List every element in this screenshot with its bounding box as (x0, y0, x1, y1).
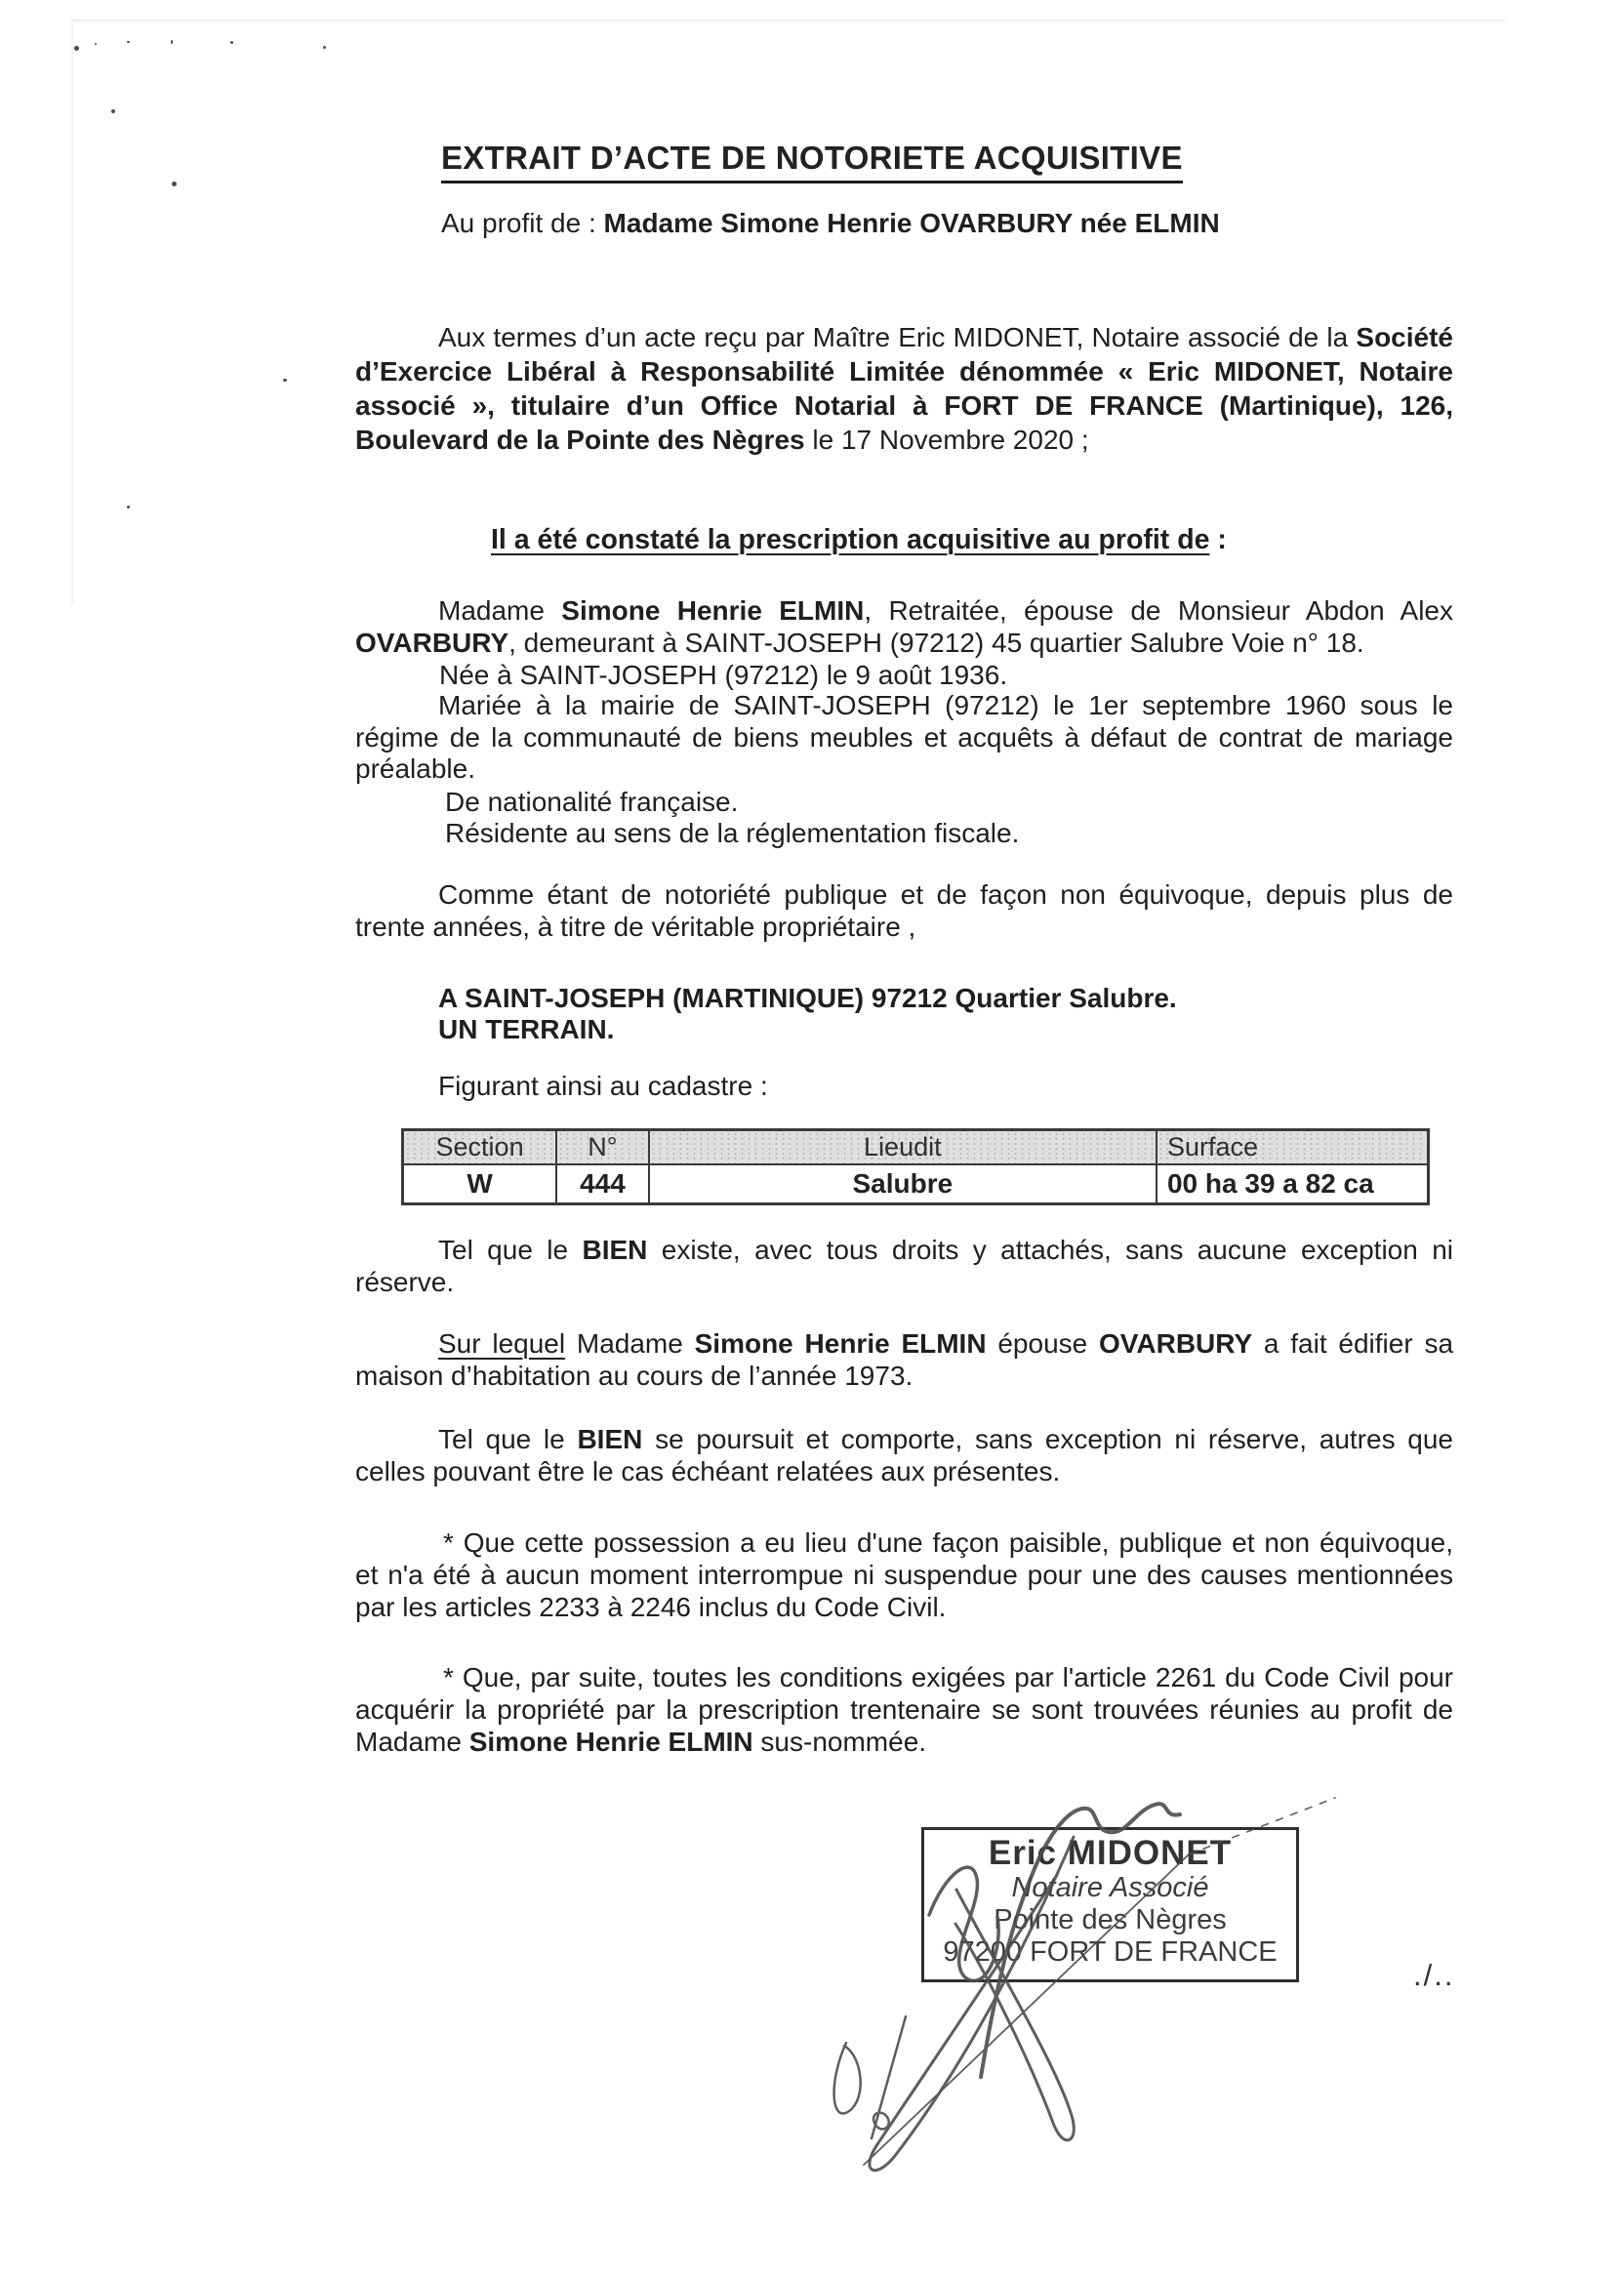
scan-speck (111, 109, 115, 113)
stamp-address-line1: Pointe des Nègres (994, 1904, 1227, 1935)
line-terrain-bold: UN TERRAIN. (438, 1014, 615, 1044)
notary-stamp (921, 1827, 1299, 1982)
paragraph-conditions: * Que, par suite, toutes les conditions exigées par l'article 2261 du Code Civil pour acquérir la propriété par la prescription trentenaire se sont trouvées réunies au profit de Madame Simone Henrie ELMIN sus-nommée. (355, 1662, 1453, 1757)
scan-speck (172, 182, 177, 186)
continuation-mark: ./.. (1413, 1958, 1455, 1992)
document-title: EXTRAIT D’ACTE DE NOTORIETE ACQUISITIVE (441, 140, 1183, 183)
heading-prescription: Il a été constaté la prescription acquisitive au profit de : (491, 524, 1227, 555)
scan-speck (171, 40, 173, 44)
cadastre-data-row (403, 1164, 1429, 1204)
scan-speck (127, 41, 130, 43)
scan-speck (283, 379, 287, 382)
line-location-bold: A SAINT-JOSEPH (MARTINIQUE) 97212 Quartier Salubre. (438, 983, 1177, 1013)
column-header-numero: N° (556, 1130, 649, 1165)
paragraph-possession: * Que cette possession a eu lieu d'une façon paisible, publique et non équivoque, et n'a été à aucun moment interrompue ni suspendue pour une des causes mentionnées par les articles 2233 à 2246 inclus du Code Civil. (355, 1527, 1453, 1622)
column-header-section: Section (403, 1130, 557, 1165)
scan-speck (95, 43, 97, 45)
stamp-address-line2: 97200 FORT DE FRANCE (943, 1936, 1278, 1968)
cell-surface: 00 ha 39 a 82 ca (1157, 1164, 1429, 1204)
stamp-notary-name: Eric MIDONET (988, 1834, 1233, 1872)
cadastre-table (401, 1128, 1430, 1205)
scan-speck (127, 506, 130, 509)
scan-speck (230, 41, 233, 44)
scan-speck (74, 46, 79, 51)
column-header-surface: Surface (1157, 1130, 1429, 1165)
scan-edge-artifact (70, 20, 1505, 21)
signature-initials-stroke (873, 2113, 889, 2130)
cell-numero: 444 (556, 1164, 649, 1204)
signature-initials-stroke (872, 2016, 906, 2138)
paragraph-notoriety: Comme étant de notoriété publique et de façon non équivoque, depuis plus de trente années, à titre de véritable propriétaire , (355, 879, 1453, 942)
cell-section: W (403, 1164, 557, 1204)
signature-initials-stroke (834, 2043, 861, 2113)
paragraph-bien-poursuit: Tel que le BIEN se poursuit et comporte, sans exception ni réserve, autres que celles pouvant être le cas échéant relatées aux présentes. (355, 1424, 1454, 1486)
paragraph-marriage: Mariée à la mairie de SAINT-JOSEPH (97212) le 1er septembre 1960 sous le régime de la communauté de biens meubles et acquêts à défaut de contrat de mariage préalable. (355, 690, 1453, 784)
line-residence: Résidente au sens de la réglementation fiscale. (445, 818, 1020, 848)
line-nationality: De nationalité française. (445, 787, 739, 817)
cell-lieudit: Salubre (649, 1164, 1157, 1204)
paragraph-bien-existe: Tel que le BIEN existe, avec tous droits y attachés, sans aucune exception ni réserve. (355, 1235, 1453, 1297)
column-header-lieudit: Lieudit (649, 1130, 1157, 1165)
cadastre-header-row (403, 1130, 1429, 1165)
beneficiary-line: Au profit de : Madame Simone Henrie OVARBURY née ELMIN (441, 208, 1220, 238)
stamp-notary-role: Notaire Associé (1011, 1872, 1209, 1903)
line-birth: Née à SAINT-JOSEPH (97212) le 9 août 1936. (439, 660, 1008, 690)
line-cadastre-intro: Figurant ainsi au cadastre : (438, 1071, 768, 1101)
scan-edge-artifact (71, 20, 73, 605)
paragraph-sur-lequel: Sur lequel Madame Simone Henrie ELMIN épouse OVARBURY a fait édifier sa maison d’habitation au cours de l’année 1973. (355, 1328, 1454, 1391)
paragraph-acte-recu: Aux termes d’un acte reçu par Maître Eric MIDONET, Notaire associé de la Société d’Exercice Libéral à Responsabilité Limitée dénommée « Eric MIDONET, Notaire associé », titulaire d’un Office Notarial à FORT DE FRANCE (Martinique), 126, Boulevard de la Pointe des Nègres le 17 Novembre 2020 ; (355, 322, 1453, 455)
paragraph-identity: Madame Simone Henrie ELMIN, Retraitée, épouse de Monsieur Abdon Alex OVARBURY, demeurant à SAINT-JOSEPH (97212) 45 quartier Salubre Voie n° 18. (355, 595, 1454, 658)
scan-speck (323, 46, 326, 49)
